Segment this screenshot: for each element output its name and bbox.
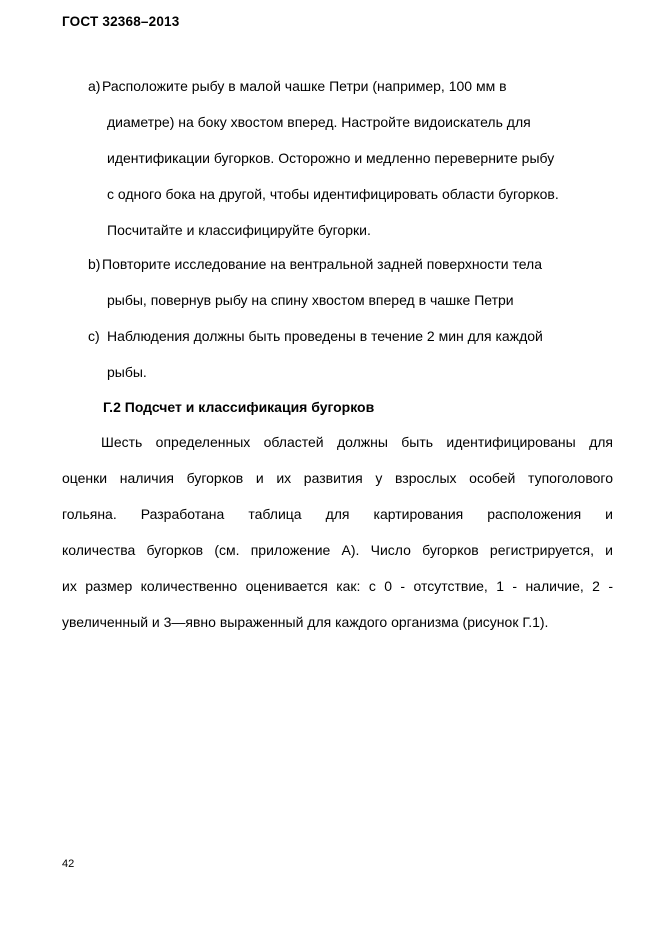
list-marker: c) xyxy=(88,328,100,344)
paragraph-line: Шесть определенных областей должны быть идентифицированы для xyxy=(101,434,613,450)
paragraph-line: количества бугорков (см. приложение А). Число бугорков регистрируется, и xyxy=(62,542,613,558)
paragraph-line: их размер количественно оценивается как: с 0 - отсутствие, 1 - наличие, 2 - xyxy=(62,578,613,594)
body-paragraph xyxy=(62,424,613,640)
paragraph-line: гольяна. Разработана таблица для картирования расположения и xyxy=(62,506,613,522)
paragraph-line: оценки наличия бугорков и их развития у взрослых особей тупоголового xyxy=(62,470,613,486)
list-line: с одного бока на другой, чтобы идентифицировать области бугорков. xyxy=(107,186,559,202)
list-line: идентификации бугорков. Осторожно и медленно переверните рыбу xyxy=(107,150,555,166)
paragraph-line: увеличенный и 3—явно выраженный для каждого организма (рисунок Г.1). xyxy=(62,614,549,630)
list-line: Посчитайте и классифицируйте бугорки. xyxy=(107,222,371,238)
list-item-a xyxy=(88,68,628,248)
list-item-b xyxy=(88,246,628,318)
list-item-c xyxy=(88,318,628,390)
list-line: Повторите исследование на вентральной задней поверхности тела xyxy=(102,256,542,272)
section-heading: Г.2 Подсчет и классификация бугорков xyxy=(103,399,375,415)
list-line: Наблюдения должны быть проведены в течение 2 мин для каждой xyxy=(107,328,543,344)
list-line: рыбы, повернув рыбу на спину хвостом вперед в чашке Петри xyxy=(107,292,514,308)
list-line: Расположите рыбу в малой чашке Петри (например, 100 мм в xyxy=(102,78,507,94)
page-number: 42 xyxy=(62,858,75,870)
list-line: диаметре) на боку хвостом вперед. Настройте видоискатель для xyxy=(107,114,531,130)
list-line: рыбы. xyxy=(107,364,147,380)
list-marker: a) xyxy=(88,78,101,94)
document-header: ГОСТ 32368–2013 xyxy=(62,14,180,29)
list-marker: b) xyxy=(88,256,101,272)
